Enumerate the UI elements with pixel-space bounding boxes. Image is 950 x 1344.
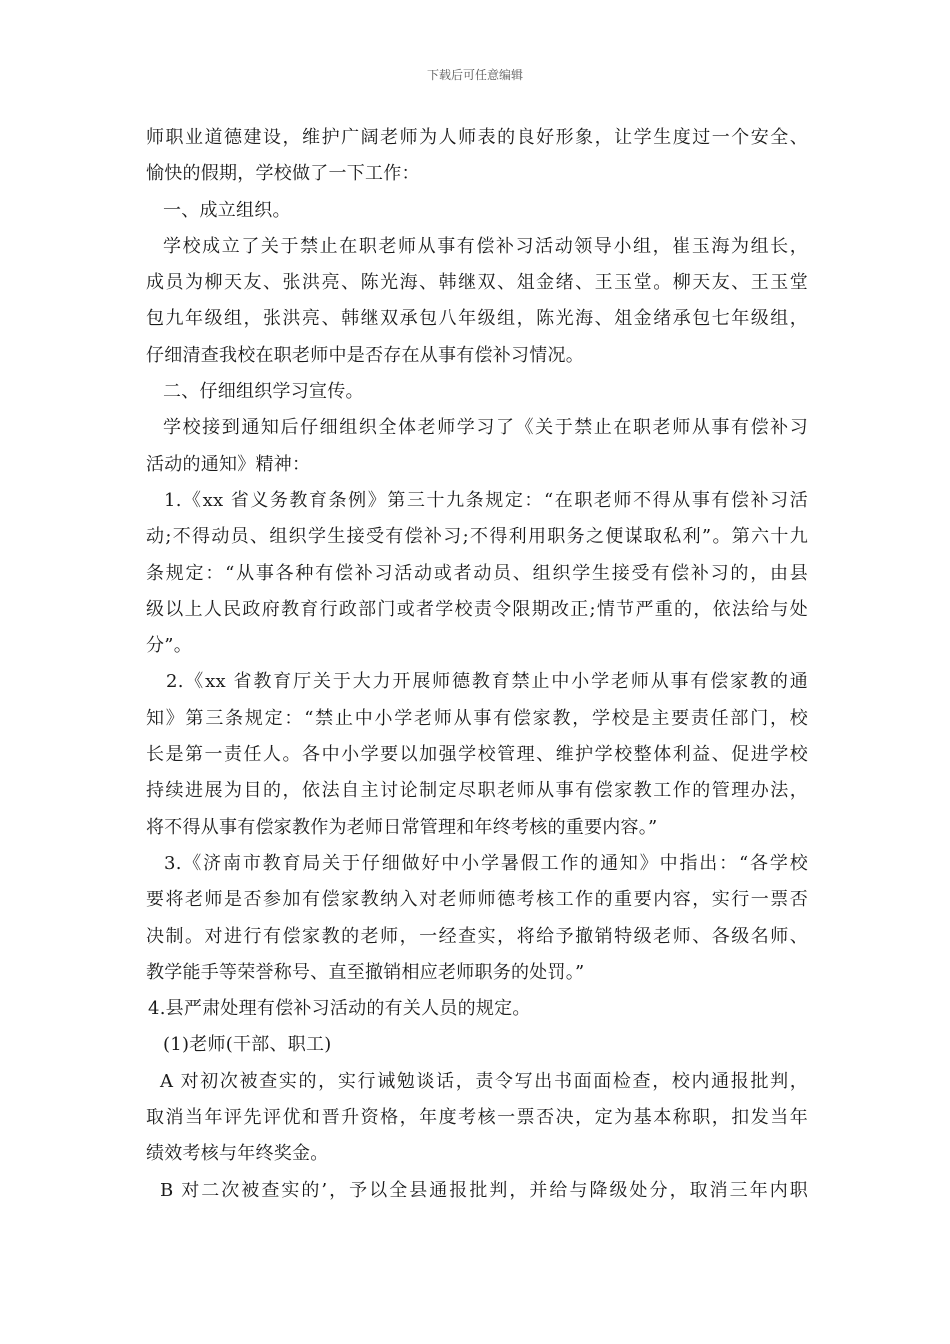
paragraph-line: 持续进展为目的，依法自主讨论制定尽职老师从事有偿家教工作的管理办法，: [146, 780, 808, 802]
paragraph-line: 分”。: [146, 635, 192, 657]
paragraph-line: 学校成立了关于禁止在职老师从事有偿补习活动领导小组，崔玉海为组长，: [163, 235, 808, 257]
paragraph-line: 师职业道德建设，维护广阔老师为人师表的良好形象，让学生度过一个安全、: [146, 127, 808, 148]
paragraph-line: 取消当年评先评优和晋升资格，年度考核一票否决，定为基本称职，扣发当年: [146, 1107, 808, 1129]
paragraph-line: 包九年级组，张洪亮、韩继双承包八年级组，陈光海、俎金绪承包七年级组，: [146, 308, 808, 330]
paragraph-line: 绩效考核与年终奖金。: [146, 1143, 329, 1165]
paragraph-line: 动;不得动员、组织学生接受有偿补习;不得利用职务之便谋取私利”。第六十九: [146, 526, 808, 548]
paragraph-line: 教学能手等荣誉称号、直至撤销相应老师职务的处罚。”: [146, 961, 585, 983]
clause-b: B 对二次被查实的’，予以全县通报批判，并给与降级处分，取消三年内职: [160, 1179, 808, 1201]
section-heading: 一、成立组织。: [163, 199, 291, 221]
document-body: [146, 120, 808, 1209]
list-item-3: 3.《济南市教育局关于仔细做好中小学暑假工作的通知》中指出：“各学校: [164, 852, 808, 874]
paragraph-line: 决制。对进行有偿家教的老师，一经查实，将给予撤销特级老师、各级名师、: [146, 925, 808, 947]
paragraph-line: 活动的通知》精神：: [146, 453, 311, 475]
paragraph-line: 级以上人民政府教育行政部门或者学校责令限期改正;情节严重的，依法给与处: [146, 598, 808, 620]
paragraph-line: 成员为柳天友、张洪亮、陈光海、韩继双、俎金绪、王玉堂。柳天友、王玉堂: [146, 272, 808, 294]
paragraph-line: 仔细清查我校在职老师中是否存在从事有偿补习情况。: [146, 344, 584, 366]
list-item-4: 4.县严肃处理有偿补习活动的有关人员的规定。: [148, 998, 531, 1020]
clause-a: A 对初次被查实的，实行诫勉谈话，责令写出书面面检查，校内通报批判，: [160, 1070, 808, 1092]
paragraph-line: 学校接到通知后仔细组织全体老师学习了《关于禁止在职老师从事有偿补习: [163, 417, 808, 439]
paragraph-line: 将不得从事有偿家教作为老师日常管理和年终考核的重要内容。”: [146, 816, 658, 838]
list-item-2: 2.《xx 省教育厅关于大力开展师德教育禁止中小学老师从事有偿家教的通: [166, 671, 808, 693]
section-heading: 二、仔细组织学习宣传。: [163, 381, 364, 403]
paragraph-line: 愉快的假期，学校做了一下工作：: [146, 163, 420, 185]
page-header: 下载后可任意编辑: [426, 68, 523, 82]
sub-heading: (1)老师(干部、职工): [163, 1034, 332, 1056]
paragraph-line: 条规定：“从事各种有偿补习活动或者动员、组织学生接受有偿补习的，由县: [146, 562, 808, 584]
paragraph-line: 知》第三条规定：“禁止中小学老师从事有偿家教，学校是主要责任部门，校: [146, 707, 808, 729]
paragraph-line: 要将老师是否参加有偿家教纳入对老师师德考核工作的重要内容，实行一票否: [146, 889, 808, 911]
paragraph-line: 长是第一责任人。各中小学要以加强学校管理、维护学校整体利益、促进学校: [146, 744, 808, 766]
list-item-1: 1.《xx 省义务教育条例》第三十九条规定：“在职老师不得从事有偿补习活: [164, 489, 808, 511]
